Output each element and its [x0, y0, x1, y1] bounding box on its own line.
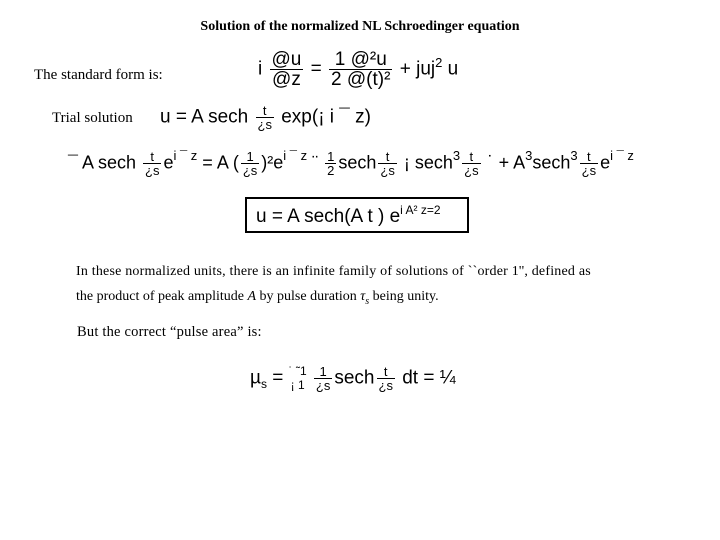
eq-exp-t3-fraction — [580, 150, 598, 177]
p1-tau-symbol: τ — [360, 289, 366, 304]
eq-exp-equals: = — [202, 152, 213, 173]
eq-exp-t3-sup: i ¯ z — [610, 148, 634, 164]
eq-exp-t1-num: t — [143, 150, 161, 164]
p1-text-b: by pulse duration — [256, 289, 361, 304]
eq-exp-t2-arg3-num: t — [462, 150, 480, 164]
eq-area-frac-num: 1 — [314, 365, 332, 379]
eq-exp-t2-den: ¿s — [242, 163, 258, 178]
eq-std-frac1-num: @u — [271, 49, 302, 70]
eq-exp-t3-sech: sech — [532, 152, 571, 173]
paragraph-1-line-1: In these normalized units, there is an infinite family of solutions of ``order 1'', defined as — [76, 264, 591, 279]
eq-area-equals: = — [272, 367, 284, 389]
eq-area-int-top: ˙ ˜1 — [288, 364, 307, 378]
eq-exp-half-den: 2 — [327, 163, 335, 178]
eq-exp-t2-fraction — [241, 150, 259, 177]
eq-trial-fraction — [256, 104, 274, 131]
eq-exp-t2-sech3-sup: 3 — [452, 148, 461, 164]
eq-trial-rhs: exp(¡ i ¯ z) — [281, 106, 371, 128]
eq-std-tail: + juj — [399, 58, 436, 80]
eq-exp-t3-pre-sup: 3 — [525, 148, 533, 164]
standard-form-label: The standard form is: — [34, 67, 163, 83]
eq-trial-frac-den: ¿s — [257, 117, 272, 132]
eq-exp-t1-e: e — [163, 152, 174, 173]
eq-exp-t3-sech-sup: 3 — [570, 148, 578, 164]
p1-tau-subscript: s — [365, 295, 370, 307]
eq-exp-t2-arg3-den: ¿s — [464, 163, 479, 178]
eq-area-lhs: µ — [250, 367, 261, 389]
eq-area-fraction — [314, 365, 332, 392]
eq-area-sech: sech — [334, 367, 375, 389]
eq-exp-t1-den: ¿s — [145, 163, 160, 178]
eq-exp-half-num: 1 — [327, 149, 335, 164]
eq-exp-t2-arg-num: t — [378, 150, 396, 164]
eq-std-fraction-2 — [329, 50, 392, 89]
eq-exp-t2-sup: i ¯ z — [283, 148, 308, 164]
eq-exp-t2-sech: sech — [338, 152, 377, 173]
paragraph-1-line-2 — [76, 289, 439, 307]
p1-text-c: being unity. — [369, 289, 439, 304]
p1-text-a: the product of peak amplitude — [76, 289, 248, 304]
eq-area-int-bottom: ¡ 1 — [290, 378, 305, 393]
eq-trial-frac-num: t — [256, 104, 274, 118]
trial-solution-label: Trial solution — [52, 110, 133, 126]
eq-exp-t3-num: t — [580, 150, 598, 164]
eq-exp-t2-mid: )²e — [261, 152, 284, 173]
eq-area-arg-fraction — [377, 365, 395, 392]
eq-area-arg-num: t — [377, 365, 395, 379]
eq-boxed-main: u = A sech(A t ) e — [256, 206, 401, 227]
eq-exp-t2-arg-fraction — [378, 150, 396, 177]
eq-exp-t2-dots: ¨ — [312, 152, 319, 173]
eq-exp-t2-dot: ˙ — [487, 152, 494, 173]
eq-area-lhs-sub: s — [260, 377, 267, 392]
eq-exp-half-fraction — [325, 150, 336, 177]
eq-exp-t3-e: e — [600, 152, 611, 173]
eq-exp-t1-pre: ¯ A sech — [68, 152, 136, 173]
eq-std-tail-sup: 2 — [435, 54, 443, 70]
eq-std-frac1-den: @z — [272, 69, 301, 90]
trial-solution-equation — [160, 104, 371, 131]
eq-exp-t3-pre: + A — [498, 152, 526, 173]
eq-area-tail: dt = ¼ — [402, 367, 456, 389]
eq-std-prefix: i — [258, 58, 263, 80]
eq-std-tail-end: u — [447, 58, 459, 80]
eq-area-arg-den: ¿s — [378, 377, 393, 393]
eq-exp-t2-num: 1 — [241, 150, 259, 164]
boxed-solution-equation — [256, 203, 441, 227]
expansion-equation — [68, 150, 634, 177]
eq-exp-t2-pre: A ( — [216, 152, 239, 173]
eq-exp-t3-den: ¿s — [581, 163, 597, 178]
eq-boxed-sup: i A² z=2 — [400, 203, 441, 217]
pulse-area-equation — [250, 364, 456, 393]
eq-std-equals: = — [310, 58, 322, 80]
eq-std-frac2-num: 1 @²u — [329, 50, 392, 70]
eq-trial-lhs: u = A sech — [160, 106, 249, 128]
eq-exp-t2-arg3-fraction — [462, 150, 480, 177]
eq-std-frac2-den: 2 @(t)² — [331, 69, 391, 90]
eq-exp-t2-minus: ¡ — [403, 152, 410, 173]
eq-area-integral — [289, 364, 307, 393]
eq-exp-t1-sup: i ¯ z — [173, 148, 198, 164]
p1-amplitude-symbol: A — [247, 289, 257, 304]
eq-exp-t2-sech3: sech — [414, 152, 453, 173]
eq-exp-t2-arg-den: ¿s — [380, 163, 395, 178]
page-title: Solution of the normalized NL Schroedinger equation — [200, 19, 520, 34]
eq-area-frac-den: ¿s — [315, 377, 331, 393]
paragraph-2: But the correct “pulse area” is: — [77, 324, 262, 340]
standard-form-equation — [258, 50, 458, 89]
eq-exp-t1-fraction — [143, 150, 161, 177]
eq-std-fraction-1 — [270, 50, 304, 89]
